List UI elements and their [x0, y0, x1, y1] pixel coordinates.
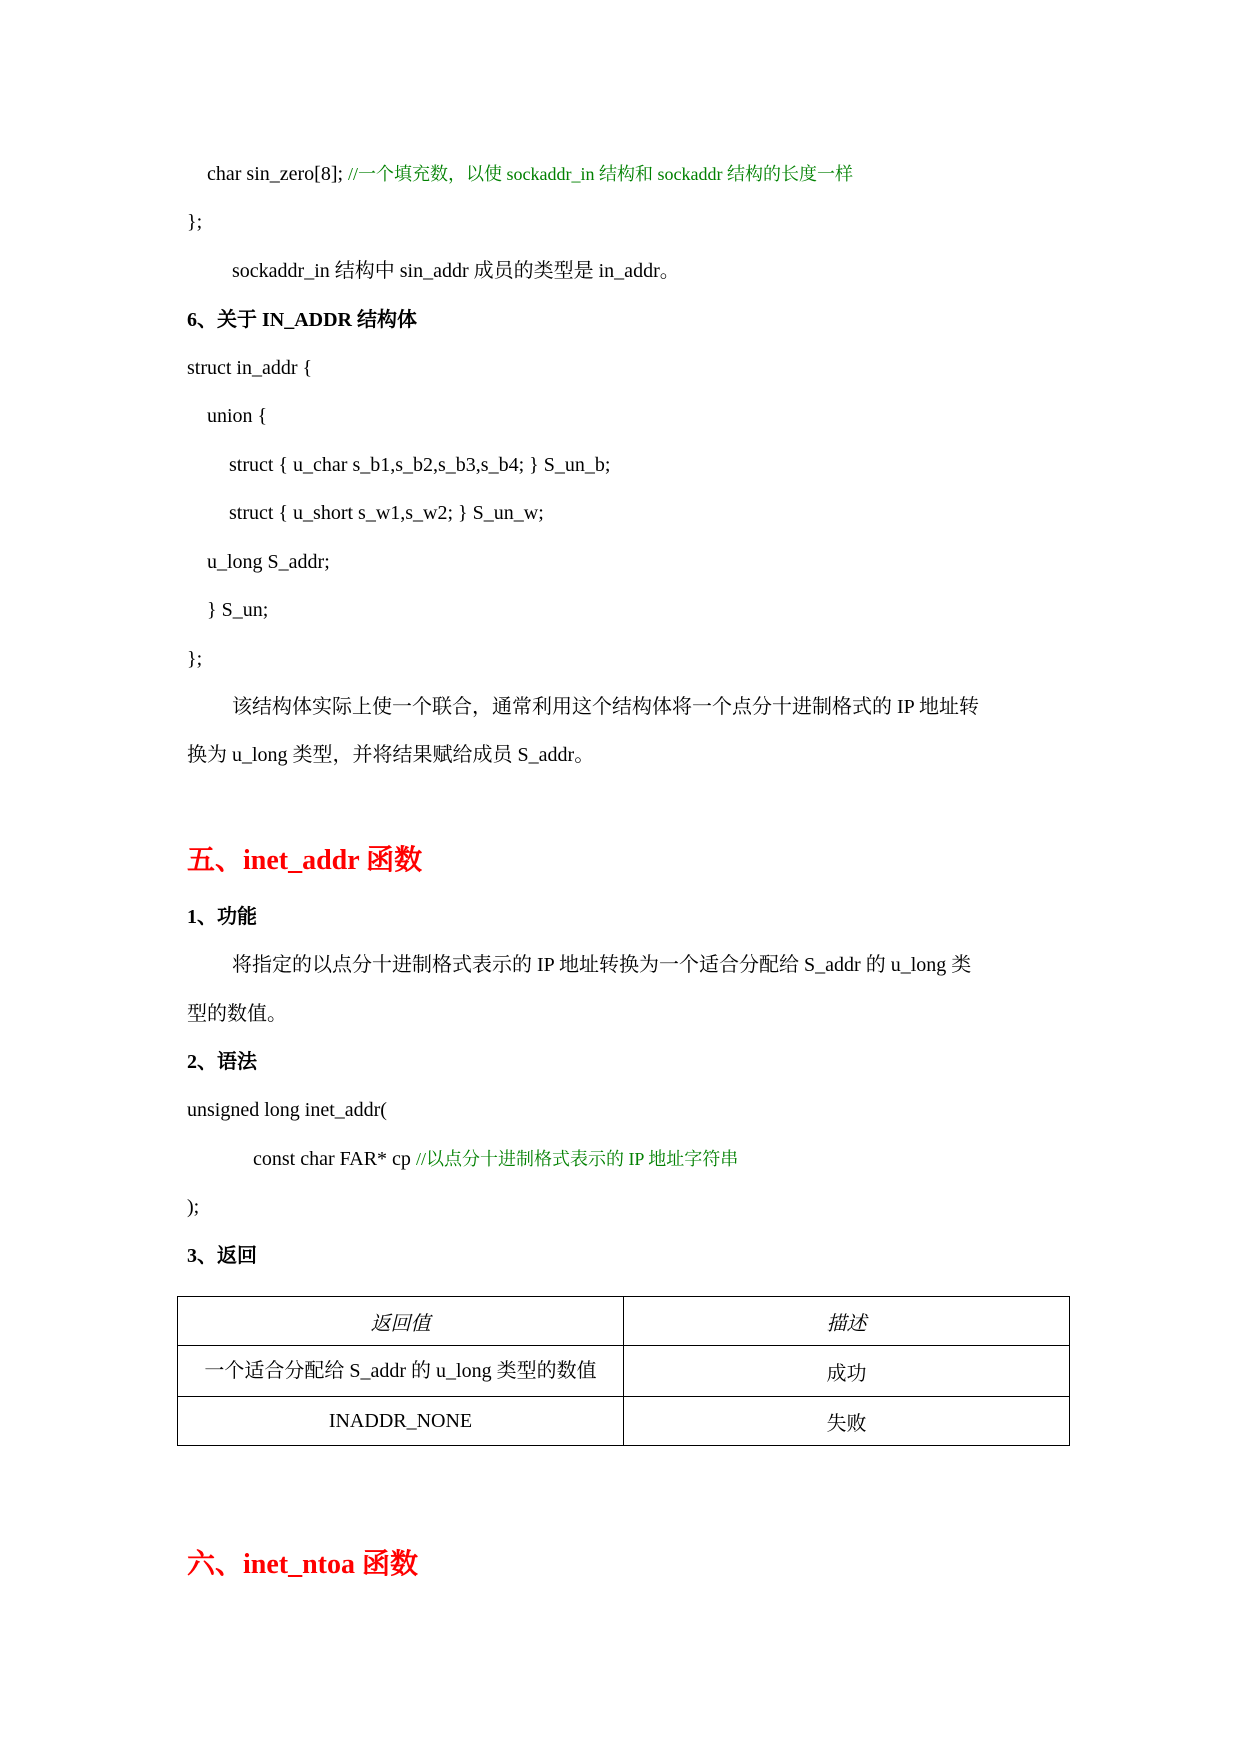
table-header-row: [178, 1297, 1070, 1346]
subheading-return: 3、返回: [187, 1245, 257, 1267]
table-row: [178, 1346, 1070, 1397]
code-line-union-open: union {: [207, 405, 268, 427]
table-cell-description: 成功: [624, 1346, 1070, 1397]
code-line-syntax-2: [253, 1145, 738, 1173]
code-line-close: };: [187, 211, 203, 233]
code-text: const char FAR* cp: [253, 1148, 416, 1170]
code-line-s-un-close: } S_un;: [207, 599, 269, 621]
section-heading-inet-ntoa: 六、inet_ntoa 函数: [187, 1549, 419, 1580]
code-line-struct-open: struct in_addr {: [187, 357, 313, 379]
paragraph-func-desc-2: 型的数值。: [187, 1003, 287, 1025]
code-line-s-un-w: struct { u_short s_w1,s_w2; } S_un_w;: [229, 502, 544, 524]
return-value-table: [177, 1296, 1070, 1446]
paragraph-union-desc-1: 该结构体实际上使一个联合，通常利用这个结构体将一个点分十进制格式的 IP 地址转: [232, 696, 980, 718]
code-line-s-un-b: struct { u_char s_b1,s_b2,s_b3,s_b4; } S_un_b;: [229, 454, 611, 476]
table-cell-return-value: 一个适合分配给 S_addr 的 u_long 类型的数值: [178, 1346, 624, 1397]
subheading-in-addr: 6、关于 IN_ADDR 结构体: [187, 309, 417, 331]
code-line-close-2: };: [187, 648, 203, 670]
code-line-syntax-1: unsigned long inet_addr(: [187, 1099, 387, 1121]
table-cell-return-value: INADDR_NONE: [178, 1397, 624, 1446]
code-comment: //一个填充数，以使 sockaddr_in 结构和 sockaddr 结构的长度一样: [348, 164, 854, 184]
code-text: char sin_zero[8];: [207, 163, 349, 185]
code-line-s-addr: u_long S_addr;: [207, 551, 330, 573]
section-heading-inet-addr: 五、inet_addr 函数: [187, 845, 423, 876]
code-comment: //以点分十进制格式表示的 IP 地址字符串: [415, 1149, 739, 1169]
table-row: [178, 1397, 1070, 1446]
code-line-sin-zero: [207, 160, 853, 188]
subheading-syntax: 2、语法: [187, 1051, 257, 1073]
table-header-return-value: 返回值: [178, 1297, 624, 1346]
subheading-function: 1、功能: [187, 906, 257, 928]
paragraph-union-desc-2: 换为 u_long 类型，并将结果赋给成员 S_addr。: [187, 744, 595, 766]
code-line-syntax-3: );: [187, 1196, 200, 1218]
table-cell-description: 失败: [624, 1397, 1070, 1446]
paragraph-func-desc-1: 将指定的以点分十进制格式表示的 IP 地址转换为一个适合分配给 S_addr 的 u_long 类: [232, 954, 972, 976]
table-header-description: 描述: [624, 1297, 1070, 1346]
paragraph-sockaddr-note: sockaddr_in 结构中 sin_addr 成员的类型是 in_addr。: [232, 260, 680, 282]
